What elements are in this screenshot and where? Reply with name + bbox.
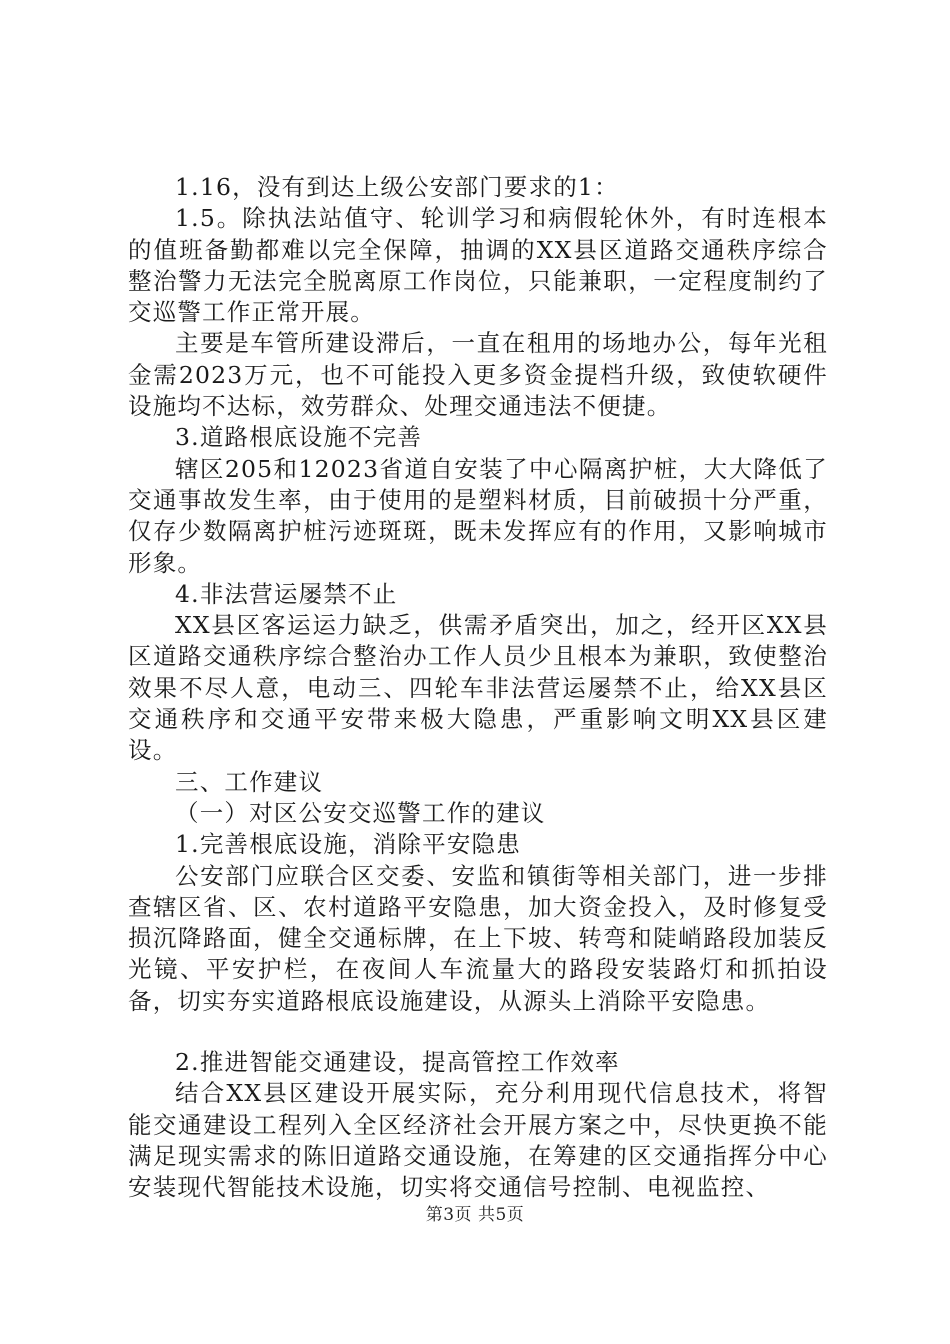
paragraph: 1.5。除执法站值守、轮训学习和病假轮休外，有时连根本的值班备勤都难以完全保障，抽调的XX县区道路交通秩序综合整治警力无法完全脱离原工作岗位，只能兼职，一定程度制约了交巡警工作正常开展。 bbox=[128, 204, 828, 327]
page-number: 第3页 共5页 bbox=[425, 1205, 525, 1225]
section-heading: 4.非法营运屡禁不止 bbox=[175, 579, 398, 608]
paragraph: XX县区客运运力缺乏，供需矛盾突出，加之，经开区XX县区道路交通秩序综合整治办工作人员少且根本为兼职，致使整治效果不尽人意，电动三、四轮车非法营运屡禁不止，给XX县区交通秩序和交通平安带来极大隐患，严重影响文明XX县区建设。 bbox=[128, 611, 828, 765]
subsection-heading: （一）对区公安交巡警工作的建议 bbox=[175, 798, 546, 827]
section-heading: 1.完善根底设施，消除平安隐患 bbox=[175, 830, 521, 859]
paragraph: 结合XX县区建设开展实际，充分利用现代信息技术，将智能交通建设工程列入全区经济社会开展方案之中，尽快更换不能满足现实需求的陈旧道路交通设施，在筹建的区交通指挥分中心安装现代智能技术设施，切实将交通信号控制、电视监控、 bbox=[128, 1079, 828, 1202]
paragraph: 主要是车管所建设滞后，一直在租用的场地办公，每年光租金需2023万元，也不可能投入更多资金提档升级，致使软硬件设施均不达标，效劳群众、处理交通违法不便捷。 bbox=[128, 329, 828, 421]
paragraph: 公安部门应联合区交委、安监和镇街等相关部门，进一步排查辖区省、区、农村道路平安隐患，加大资金投入，及时修复受损沉降路面，健全交通标牌，在上下坡、转弯和陡峭路段加装反光镜、平安护栏，在夜间人车流量大的路段安装路灯和抓拍设备，切实夯实道路根底设施建设，从源头上消除平安隐患。 bbox=[128, 861, 828, 1015]
section-heading: 2.推进智能交通建设，提高管控工作效率 bbox=[175, 1048, 620, 1077]
section-heading: 3.道路根底设施不完善 bbox=[175, 423, 423, 452]
document-body bbox=[128, 172, 828, 1204]
paragraph: 1.16，没有到达上级公安部门要求的1： bbox=[175, 173, 619, 201]
section-heading: 三、工作建议 bbox=[175, 767, 324, 796]
paragraph-gap bbox=[128, 1017, 828, 1047]
paragraph: 辖区205和12023省道自安装了中心隔离护桩，大大降低了交通事故发生率，由于使用的是塑料材质，目前破损十分严重，仅存少数隔离护桩污迹斑斑，既未发挥应有的作用，又影响城市形象。 bbox=[128, 454, 828, 577]
